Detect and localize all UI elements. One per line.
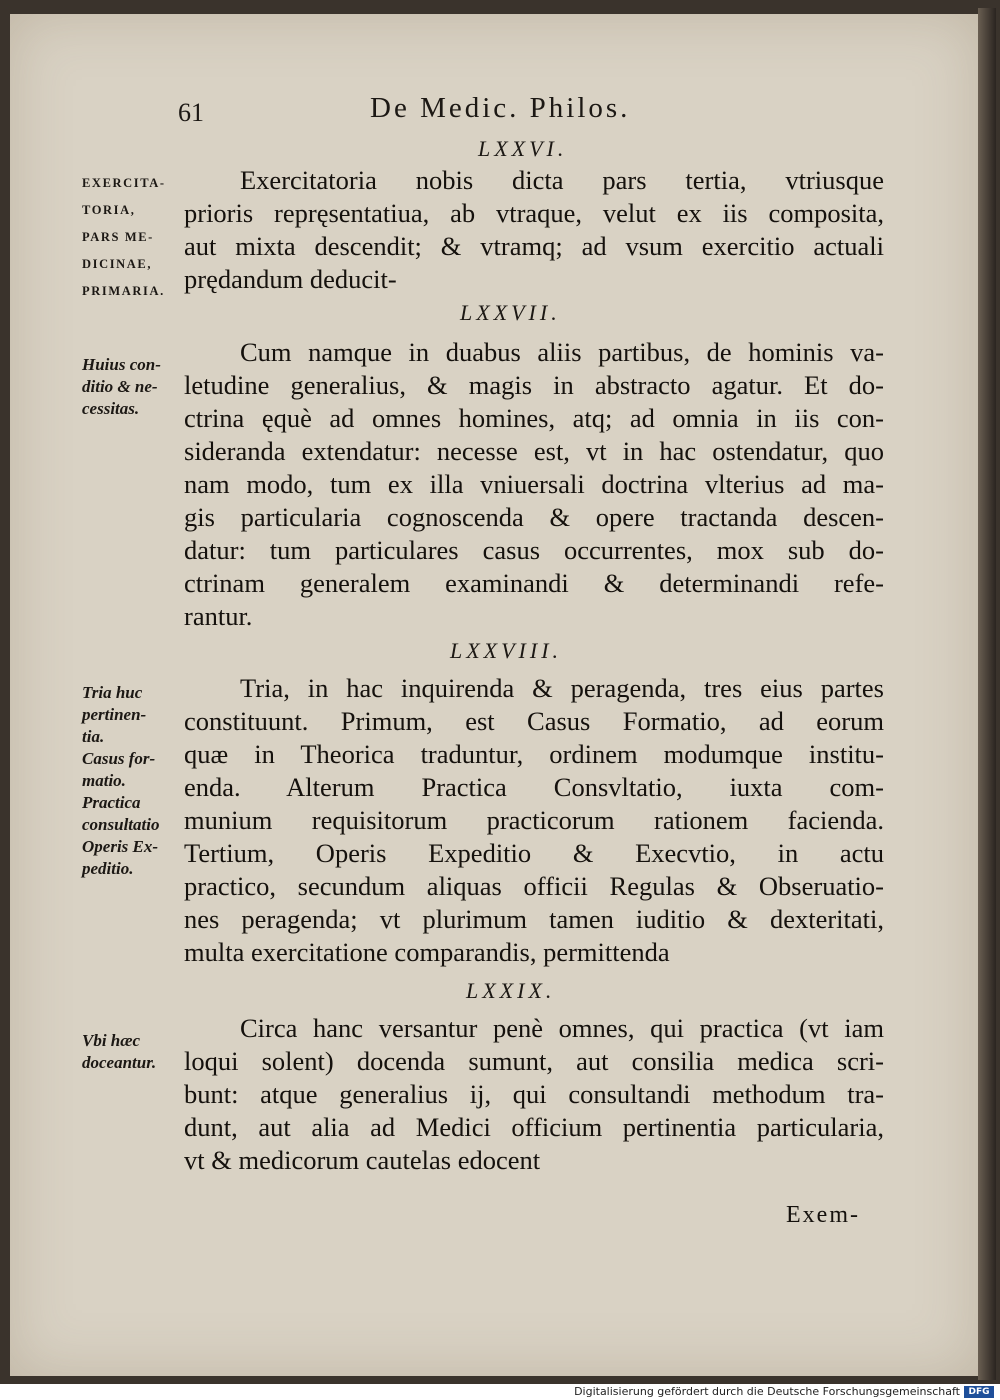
text-line: loqui solent) docenda sumunt, aut consilia medica scri- [184, 1046, 884, 1076]
page-number: 61 [178, 98, 204, 127]
text-line: constituunt. Primum, est Casus Formatio, ad eorum [184, 706, 884, 736]
margin-note: EXERCITA- TORIA, PARS ME- DICINAE, PRIMARIA. [82, 176, 166, 298]
text-line: prędandum deducit- [184, 264, 397, 294]
text-line: multa exercitatione comparandis, permittenda [184, 937, 670, 967]
section-number: LXXVI. [478, 136, 568, 161]
running-title: De Medic. Philos. [370, 92, 631, 124]
text-line: nam modo, tum ex illa vniuersali doctrina vlterius ad ma- [184, 469, 884, 499]
text-line: ctrina ęquè ad omnes homines, atq; ad omnia in iis con- [184, 403, 884, 433]
section-number: LXXIX. [466, 978, 556, 1003]
paragraph [184, 164, 884, 296]
margin-note: Tria huc pertinen- tia. Casus for- matio. Practica consultatio Operis Ex- peditio. [82, 683, 160, 878]
text-line: Cum namque in duabus aliis partibus, de hominis va- [240, 337, 884, 367]
page-edge [978, 8, 996, 1380]
text-line: ctrinam generalem examinandi & determinandi refe- [184, 568, 884, 598]
text-line: Exercitatoria nobis dicta pars tertia, vtriusque [240, 165, 884, 195]
text-line: dunt, aut alia ad Medici officium pertinentia particularia, [184, 1112, 884, 1142]
paragraph [184, 336, 884, 633]
text-line: nes peragenda; vt plurimum tamen iuditio & dexteritati, [184, 904, 884, 934]
text-line: gis particularia cognoscenda & opere tractanda descen- [184, 502, 884, 532]
section-number: LXXVII. [460, 300, 561, 325]
text-line: quæ in Theorica traduntur, ordinem modumque institu- [184, 739, 884, 769]
text-line: enda. Alterum Practica Consvltatio, iuxta com- [184, 772, 884, 802]
funding-notice: Digitalisierung gefördert durch die Deutsche Forschungsgemeinschaft [574, 1385, 960, 1398]
text-line: munium requisitorum practicorum rationem facienda. [184, 805, 884, 835]
text-line: practico, secundum aliquas officii Regulas & Obseruatio- [184, 871, 884, 901]
section-number: LXXVIII. [450, 638, 563, 663]
text-line: letudine generalius, & magis in abstracto agatur. Et do- [184, 370, 884, 400]
book-page [10, 14, 978, 1376]
text-line: Tria, in hac inquirenda & peragenda, tres eius partes [240, 673, 884, 703]
text-line: vt & medicorum cautelas edocent [184, 1145, 541, 1175]
margin-note: Huius con- ditio & ne- cessitas. [82, 355, 161, 418]
margin-note: Vbi hæc doceantur. [82, 1031, 157, 1072]
text-line: aut mixta descendit; & vtramq; ad vsum exercitio actuali [184, 231, 884, 261]
paragraph [184, 672, 884, 969]
text-line: prioris repręsentatiua, ab vtraque, velut ex iis composita, [184, 198, 884, 228]
dfg-logo-icon: DFG [964, 1386, 994, 1398]
text-line: sideranda extendatur: necesse est, vt in hac ostendatur, quo [184, 436, 884, 466]
text-line: Circa hanc versantur penè omnes, qui practica (vt iam [240, 1013, 884, 1043]
catchword: Exem- [786, 1202, 860, 1228]
text-line: bunt: atque generalius ij, qui consultandi methodum tra- [184, 1079, 884, 1109]
text-line: datur: tum particulares casus occurrentes, mox sub do- [184, 535, 884, 565]
paragraph [184, 1012, 884, 1177]
text-line: Tertium, Operis Expeditio & Execvtio, in actu [184, 838, 884, 868]
running-head [10, 92, 978, 132]
footer-bar [0, 1384, 1000, 1400]
text-line: rantur. [184, 601, 253, 631]
